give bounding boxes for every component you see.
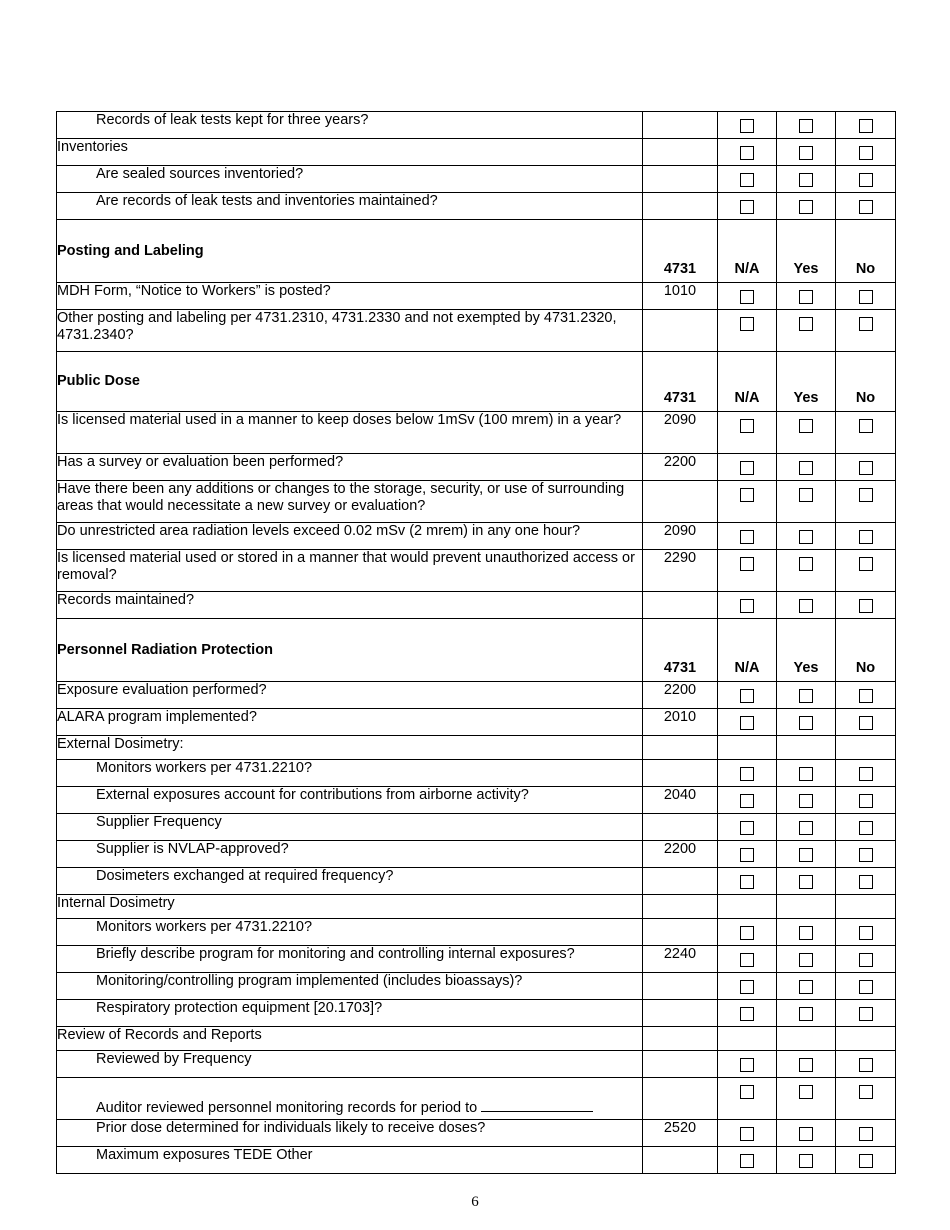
column-header-no: No — [836, 220, 896, 283]
question-cell — [57, 112, 643, 139]
question-row — [57, 814, 896, 841]
regulation-code — [643, 736, 718, 760]
na-checkbox[interactable] — [740, 461, 754, 475]
no-checkbox[interactable] — [859, 875, 873, 889]
question-row — [57, 1078, 896, 1120]
na-checkbox[interactable] — [740, 317, 754, 331]
question-cell — [57, 841, 643, 868]
regulation-code: 2090 — [643, 412, 718, 454]
column-header-na: N/A — [718, 619, 777, 682]
question-text: Have there been any additions or changes to the storage, security, or use of surrounding areas that would necessitate a new survey or evaluation? — [57, 481, 625, 514]
question-cell — [57, 1000, 643, 1027]
question-text: External Dosimetry: — [57, 736, 184, 752]
question-cell — [57, 868, 643, 895]
regulation-code — [643, 814, 718, 841]
na-checkbox[interactable] — [740, 173, 754, 187]
question-text: Monitors workers per 4731.2210? — [96, 760, 313, 776]
na-checkbox[interactable] — [740, 146, 754, 160]
question-text: Monitors workers per 4731.2210? — [96, 919, 313, 935]
no-checkbox[interactable] — [859, 290, 873, 304]
question-cell — [57, 592, 643, 619]
question-row — [57, 112, 896, 139]
yes-checkbox[interactable] — [799, 1085, 813, 1099]
regulation-code: 2200 — [643, 841, 718, 868]
section-title: Posting and Labeling — [57, 220, 643, 283]
question-cell — [57, 709, 643, 736]
regulation-code — [643, 1027, 718, 1051]
yes-checkbox[interactable] — [799, 794, 813, 808]
question-row — [57, 139, 896, 166]
question-cell — [57, 1051, 643, 1078]
regulation-code: 1010 — [643, 283, 718, 310]
na-checkbox[interactable] — [740, 821, 754, 835]
na-checkbox[interactable] — [740, 530, 754, 544]
column-header-code: 4731 — [643, 619, 718, 682]
na-checkbox[interactable] — [740, 488, 754, 502]
yes-checkbox[interactable] — [799, 530, 813, 544]
na-checkbox[interactable] — [740, 1154, 754, 1168]
section-title: Personnel Radiation Protection — [57, 619, 643, 682]
regulation-code: 2040 — [643, 787, 718, 814]
column-header-na: N/A — [718, 220, 777, 283]
regulation-code — [643, 760, 718, 787]
na-checkbox[interactable] — [740, 119, 754, 133]
question-cell — [57, 973, 643, 1000]
regulation-code — [643, 310, 718, 352]
regulation-code — [643, 193, 718, 220]
question-row — [57, 919, 896, 946]
question-row — [57, 1147, 896, 1174]
question-text: Dosimeters exchanged at required frequency? — [96, 868, 394, 884]
column-header-no: No — [836, 352, 896, 412]
no-checkbox[interactable] — [859, 821, 873, 835]
yes-checkbox[interactable] — [799, 716, 813, 730]
question-text: Reviewed by Frequency — [96, 1051, 252, 1067]
question-cell — [57, 682, 643, 709]
question-row — [57, 973, 896, 1000]
regulation-code — [643, 481, 718, 523]
regulation-code: 2290 — [643, 550, 718, 592]
question-text: MDH Form, “Notice to Workers” is posted? — [57, 283, 331, 299]
section-header-row — [57, 352, 896, 412]
no-checkbox[interactable] — [859, 419, 873, 433]
na-checkbox[interactable] — [740, 980, 754, 994]
yes-checkbox[interactable] — [799, 488, 813, 502]
question-text: Respiratory protection equipment [20.1703]? — [96, 1000, 383, 1016]
no-checkbox[interactable] — [859, 1127, 873, 1141]
question-row — [57, 787, 896, 814]
question-row — [57, 841, 896, 868]
yes-checkbox[interactable] — [799, 689, 813, 703]
section-header-row — [57, 619, 896, 682]
question-cell — [57, 1027, 643, 1051]
question-cell — [57, 736, 643, 760]
regulation-code: 2010 — [643, 709, 718, 736]
no-checkbox[interactable] — [859, 953, 873, 967]
no-checkbox[interactable] — [859, 1058, 873, 1072]
question-text: Other posting and labeling per 4731.2310, 4731.2330 and not exempted by 4731.2320, 4731.2340? — [57, 310, 617, 343]
yes-checkbox[interactable] — [799, 926, 813, 940]
question-cell — [57, 919, 643, 946]
no-checkbox[interactable] — [859, 173, 873, 187]
question-cell — [57, 283, 643, 310]
question-row — [57, 946, 896, 973]
na-checkbox[interactable] — [740, 599, 754, 613]
question-row — [57, 193, 896, 220]
na-checkbox[interactable] — [740, 290, 754, 304]
question-cell — [57, 1120, 643, 1147]
regulation-code — [643, 112, 718, 139]
question-cell — [57, 814, 643, 841]
question-text: Is licensed material used in a manner to keep doses below 1mSv (100 mrem) in a year? — [57, 412, 622, 428]
no-checkbox[interactable] — [859, 599, 873, 613]
question-row — [57, 895, 896, 919]
yes-checkbox[interactable] — [799, 599, 813, 613]
question-cell — [57, 166, 643, 193]
question-row — [57, 736, 896, 760]
question-row — [57, 166, 896, 193]
section-header-row — [57, 220, 896, 283]
question-text: Exposure evaluation performed? — [57, 682, 267, 698]
question-text: Records maintained? — [57, 592, 195, 608]
question-row — [57, 682, 896, 709]
question-text: Maximum exposures TEDE Other — [96, 1147, 313, 1163]
question-cell — [57, 454, 643, 481]
yes-checkbox[interactable] — [799, 173, 813, 187]
question-row — [57, 1000, 896, 1027]
regulation-code — [643, 592, 718, 619]
na-checkbox[interactable] — [740, 794, 754, 808]
yes-checkbox[interactable] — [799, 419, 813, 433]
column-header-no: No — [836, 619, 896, 682]
no-checkbox[interactable] — [859, 557, 873, 571]
question-row — [57, 1120, 896, 1147]
yes-checkbox[interactable] — [799, 146, 813, 160]
section-title: Public Dose — [57, 352, 643, 412]
question-row — [57, 283, 896, 310]
na-checkbox[interactable] — [740, 557, 754, 571]
column-header-yes: Yes — [777, 619, 836, 682]
question-text: ALARA program implemented? — [57, 709, 257, 725]
regulation-code: 2200 — [643, 454, 718, 481]
question-text: Monitoring/controlling program implemented (includes bioassays)? — [96, 973, 523, 989]
question-row — [57, 1051, 896, 1078]
question-cell — [57, 1147, 643, 1174]
question-row — [57, 868, 896, 895]
no-checkbox[interactable] — [859, 488, 873, 502]
no-checkbox[interactable] — [859, 926, 873, 940]
question-cell — [57, 481, 643, 523]
na-checkbox[interactable] — [740, 1085, 754, 1099]
yes-checkbox[interactable] — [799, 875, 813, 889]
no-checkbox[interactable] — [859, 1154, 873, 1168]
regulation-code: 2240 — [643, 946, 718, 973]
yes-checkbox[interactable] — [799, 1058, 813, 1072]
yes-checkbox[interactable] — [799, 821, 813, 835]
regulation-code — [643, 919, 718, 946]
yes-checkbox[interactable] — [799, 980, 813, 994]
yes-checkbox[interactable] — [799, 1154, 813, 1168]
regulation-code — [643, 166, 718, 193]
question-text: Do unrestricted area radiation levels exceed 0.02 mSv (2 mrem) in any one hour? — [57, 523, 581, 539]
no-checkbox[interactable] — [859, 794, 873, 808]
question-text: Supplier Frequency — [96, 814, 222, 830]
question-row — [57, 310, 896, 352]
question-text: External exposures account for contributions from airborne activity? — [96, 787, 529, 803]
yes-checkbox[interactable] — [799, 1127, 813, 1141]
na-checkbox[interactable] — [740, 419, 754, 433]
no-checkbox[interactable] — [859, 848, 873, 862]
question-text: Auditor reviewed personnel monitoring records for period to — [96, 1100, 478, 1116]
question-cell — [57, 523, 643, 550]
na-checkbox[interactable] — [740, 875, 754, 889]
question-text: Briefly describe program for monitoring and controlling internal exposures? — [96, 946, 575, 962]
yes-checkbox[interactable] — [799, 461, 813, 475]
regulation-code — [643, 868, 718, 895]
na-checkbox[interactable] — [740, 1127, 754, 1141]
question-row — [57, 550, 896, 592]
question-cell — [57, 946, 643, 973]
regulation-code — [643, 1051, 718, 1078]
yes-checkbox[interactable] — [799, 119, 813, 133]
no-checkbox[interactable] — [859, 530, 873, 544]
question-text: Review of Records and Reports — [57, 1027, 262, 1043]
na-checkbox[interactable] — [740, 848, 754, 862]
question-row — [57, 1027, 896, 1051]
no-checkbox[interactable] — [859, 317, 873, 331]
no-checkbox[interactable] — [859, 119, 873, 133]
column-header-code: 4731 — [643, 220, 718, 283]
na-checkbox[interactable] — [740, 689, 754, 703]
na-checkbox[interactable] — [740, 953, 754, 967]
question-text: Is licensed material used or stored in a manner that would prevent unauthorized access or removal? — [57, 550, 635, 583]
question-text: Internal Dosimetry — [57, 895, 175, 911]
regulation-code — [643, 1147, 718, 1174]
question-cell — [57, 895, 643, 919]
column-header-code: 4731 — [643, 352, 718, 412]
checklist-table — [56, 111, 896, 1174]
yes-checkbox[interactable] — [799, 848, 813, 862]
period-blank-line[interactable] — [481, 1097, 593, 1112]
yes-checkbox[interactable] — [799, 317, 813, 331]
question-text: Are records of leak tests and inventories maintained? — [96, 193, 438, 209]
question-cell — [57, 550, 643, 592]
regulation-code — [643, 895, 718, 919]
na-checkbox[interactable] — [740, 200, 754, 214]
question-cell — [57, 787, 643, 814]
yes-checkbox[interactable] — [799, 290, 813, 304]
question-text: Has a survey or evaluation been performed? — [57, 454, 344, 470]
regulation-code: 2090 — [643, 523, 718, 550]
regulation-code: 2200 — [643, 682, 718, 709]
no-checkbox[interactable] — [859, 1085, 873, 1099]
question-cell — [57, 1078, 643, 1120]
regulation-code — [643, 973, 718, 1000]
page-number: 6 — [471, 1194, 479, 1210]
regulation-code: 2520 — [643, 1120, 718, 1147]
na-checkbox[interactable] — [740, 716, 754, 730]
regulation-code — [643, 1078, 718, 1120]
question-text: Are sealed sources inventoried? — [96, 166, 304, 182]
no-checkbox[interactable] — [859, 146, 873, 160]
question-row — [57, 523, 896, 550]
na-checkbox[interactable] — [740, 767, 754, 781]
na-checkbox[interactable] — [740, 1007, 754, 1021]
yes-checkbox[interactable] — [799, 767, 813, 781]
question-cell — [57, 760, 643, 787]
question-cell — [57, 310, 643, 352]
question-cell — [57, 139, 643, 166]
question-text: Prior dose determined for individuals likely to receive doses? — [96, 1120, 486, 1136]
na-checkbox[interactable] — [740, 1058, 754, 1072]
no-checkbox[interactable] — [859, 461, 873, 475]
no-checkbox[interactable] — [859, 980, 873, 994]
question-text: Records of leak tests kept for three years? — [96, 112, 369, 128]
no-checkbox[interactable] — [859, 200, 873, 214]
yes-checkbox[interactable] — [799, 200, 813, 214]
question-row — [57, 760, 896, 787]
yes-checkbox[interactable] — [799, 1007, 813, 1021]
question-text: Supplier is NVLAP-approved? — [96, 841, 289, 857]
no-checkbox[interactable] — [859, 767, 873, 781]
question-row — [57, 412, 896, 454]
question-row — [57, 709, 896, 736]
question-row — [57, 481, 896, 523]
question-row — [57, 592, 896, 619]
yes-checkbox[interactable] — [799, 557, 813, 571]
regulation-code — [643, 1000, 718, 1027]
no-checkbox[interactable] — [859, 716, 873, 730]
question-cell — [57, 412, 643, 454]
na-checkbox[interactable] — [740, 926, 754, 940]
no-checkbox[interactable] — [859, 1007, 873, 1021]
column-header-yes: Yes — [777, 352, 836, 412]
yes-checkbox[interactable] — [799, 953, 813, 967]
column-header-na: N/A — [718, 352, 777, 412]
question-cell — [57, 193, 643, 220]
question-text: Inventories — [57, 139, 128, 155]
column-header-yes: Yes — [777, 220, 836, 283]
question-row — [57, 454, 896, 481]
regulation-code — [643, 139, 718, 166]
no-checkbox[interactable] — [859, 689, 873, 703]
